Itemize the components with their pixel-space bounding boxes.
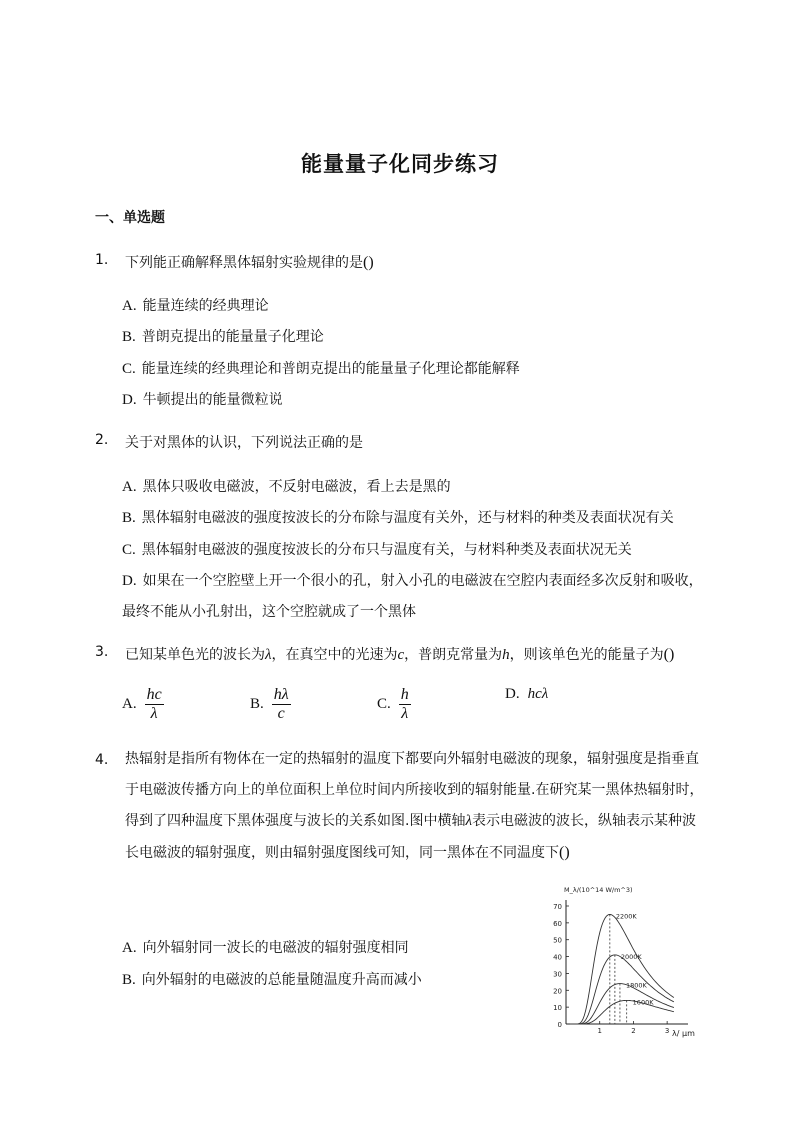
question-number: 1. [95, 252, 109, 268]
stem-text: 长电磁波的辐射强度，则由辐射强度图线可知，同一黑体在不同温度下 [125, 845, 559, 861]
question-number: 2. [95, 432, 109, 448]
q2-option-d[interactable] [122, 570, 703, 590]
option-text: 向外辐射同一波长的电磁波的辐射强度相同 [142, 940, 409, 956]
option-label: C. [122, 361, 136, 377]
c-symbol: c [397, 647, 405, 663]
option-label: D. [505, 686, 520, 702]
series-label: 1600K [632, 998, 654, 1007]
y-tick-label: 0 [557, 1021, 562, 1029]
q2-option-d-continued: 最终不能从小孔射出，这个空腔就成了一个黑体 [122, 604, 416, 620]
stem-text: 下列能正确解释黑体辐射实验规律的是 [125, 255, 363, 271]
option-text: 能量连续的经典理论 [142, 298, 269, 314]
option-text: 能量连续的经典理论和普朗克提出的能量量子化理论都能解释 [141, 361, 520, 377]
q1-option-a[interactable] [122, 295, 269, 315]
stem-line: 于电磁波传播方向上的单位面积上单位时间内所接收到的辐射能量.在研究某一黑体热辐射时， [125, 782, 704, 798]
option-label: A. [122, 479, 137, 495]
denominator: λ [401, 705, 409, 722]
option-text: 牛顿提出的能量微粒说 [142, 392, 283, 408]
option-label: D. [122, 392, 137, 408]
y-tick-label: 30 [553, 970, 562, 979]
stem-text: 表示电磁波的波长，纵轴表示某种波 [471, 813, 696, 829]
fraction [145, 686, 164, 723]
series-label: 1800K [625, 981, 647, 990]
q2-option-c[interactable] [122, 539, 632, 559]
chart-ticks [553, 903, 669, 1035]
option-label: D. [122, 573, 137, 589]
q3-option-b[interactable] [250, 686, 291, 723]
lambda-symbol: λ [465, 813, 472, 829]
option-text: 向外辐射的电磁波的总能量随温度升高而减小 [141, 972, 422, 988]
q4-option-a[interactable] [122, 937, 409, 957]
question-4-stem [125, 744, 715, 869]
question-stem [125, 644, 674, 664]
stem-text: 已知某单色光的波长为 [125, 647, 265, 663]
h-symbol: h [502, 647, 510, 663]
question-1 [95, 252, 374, 271]
option-label: B. [122, 972, 136, 988]
question-2 [95, 432, 363, 451]
blackbody-radiation-chart [540, 880, 700, 1040]
chart-curves [570, 914, 674, 1024]
y-tick-label: 10 [553, 1004, 562, 1013]
x-axis-label: λ/ μm [672, 1029, 695, 1038]
denominator: c [277, 705, 285, 722]
x-tick-label: 2 [631, 1027, 636, 1035]
curve-1800K [570, 981, 674, 1024]
answer-paren: () [663, 646, 675, 663]
stem-text: ，在真空中的光速为 [271, 647, 398, 663]
option-label: A. [122, 940, 137, 956]
option-label: A. [122, 298, 137, 314]
y-tick-label: 20 [553, 987, 562, 996]
fraction [272, 686, 291, 723]
q2-option-a[interactable] [122, 476, 451, 496]
numerator: hc [146, 686, 162, 703]
series-label: 2000K [620, 952, 642, 961]
page-title: 能量量子化同步练习 [301, 152, 499, 176]
option-text: 普朗克提出的能量量子化理论 [141, 329, 324, 345]
curve-2000K [570, 952, 674, 1024]
option-text: 如果在一个空腔壁上开一个很小的孔，射入小孔的电磁波在空腔内表面经多次反射和吸收， [142, 573, 703, 589]
y-tick-label: 70 [553, 903, 562, 911]
numerator: h [400, 686, 409, 703]
option-label: C. [122, 542, 136, 558]
option-text: 黑体只吸收电磁波，不反射电磁波，看上去是黑的 [142, 479, 451, 495]
question-number: 4. [95, 752, 109, 768]
question-4-number-wrap [95, 752, 125, 768]
stem-text: ，则该单色光的能量子为 [509, 647, 664, 663]
y-tick-label: 60 [553, 919, 562, 928]
denominator: λ [150, 705, 158, 722]
answer-paren: () [559, 844, 570, 861]
q1-option-c[interactable] [122, 358, 520, 378]
section-heading: 一、单选题 [95, 210, 165, 226]
option-label: B. [250, 696, 264, 712]
lambda-symbol: λ [265, 647, 272, 663]
numerator: hλ [273, 686, 289, 703]
chart-labels [564, 886, 695, 1038]
y-axis-label: M_λ/(10^14 W/m^3) [564, 886, 633, 894]
q1-option-b[interactable] [122, 326, 324, 346]
question-number: 3. [95, 644, 109, 660]
stem-line [125, 806, 715, 837]
question-3 [95, 644, 675, 663]
stem-text: 得到了四种温度下黑体强度与波长的关系如图.图中横轴 [125, 813, 466, 829]
stem-line: 热辐射是指所有物体在一定的热辐射的温度下都要向外辐射电磁波的现象，辐射强度是指垂直 [125, 751, 699, 767]
answer-paren: () [363, 254, 374, 271]
option-label: B. [122, 510, 136, 526]
q1-option-d[interactable] [122, 389, 283, 409]
stem-text: ，普朗克常量为 [404, 647, 503, 663]
q3-option-c[interactable] [377, 686, 411, 723]
q4-option-b[interactable] [122, 969, 422, 989]
option-label: C. [377, 696, 391, 712]
question-stem: 关于对黑体的认识，下列说法正确的是 [125, 435, 363, 451]
question-stem [125, 252, 374, 272]
q2-option-b[interactable] [122, 507, 674, 527]
y-tick-label: 40 [553, 953, 562, 962]
stem-line [125, 837, 715, 869]
x-tick-label: 1 [597, 1027, 602, 1035]
series-label: 2200K [615, 912, 637, 921]
option-text: 黑体辐射电磁波的强度按波长的分布除与温度有关外，还与材料的种类及表面状况有关 [141, 510, 674, 526]
option-formula: hcλ [527, 686, 549, 702]
q3-option-d[interactable] [505, 686, 548, 703]
y-tick-label: 50 [553, 936, 562, 945]
fraction [399, 686, 411, 723]
x-tick-label: 3 [664, 1027, 670, 1035]
q3-option-a[interactable] [122, 686, 164, 723]
option-label: B. [122, 329, 136, 345]
option-label: A. [122, 696, 137, 712]
option-text: 黑体辐射电磁波的强度按波长的分布只与温度有关，与材料种类及表面状况无关 [141, 542, 632, 558]
